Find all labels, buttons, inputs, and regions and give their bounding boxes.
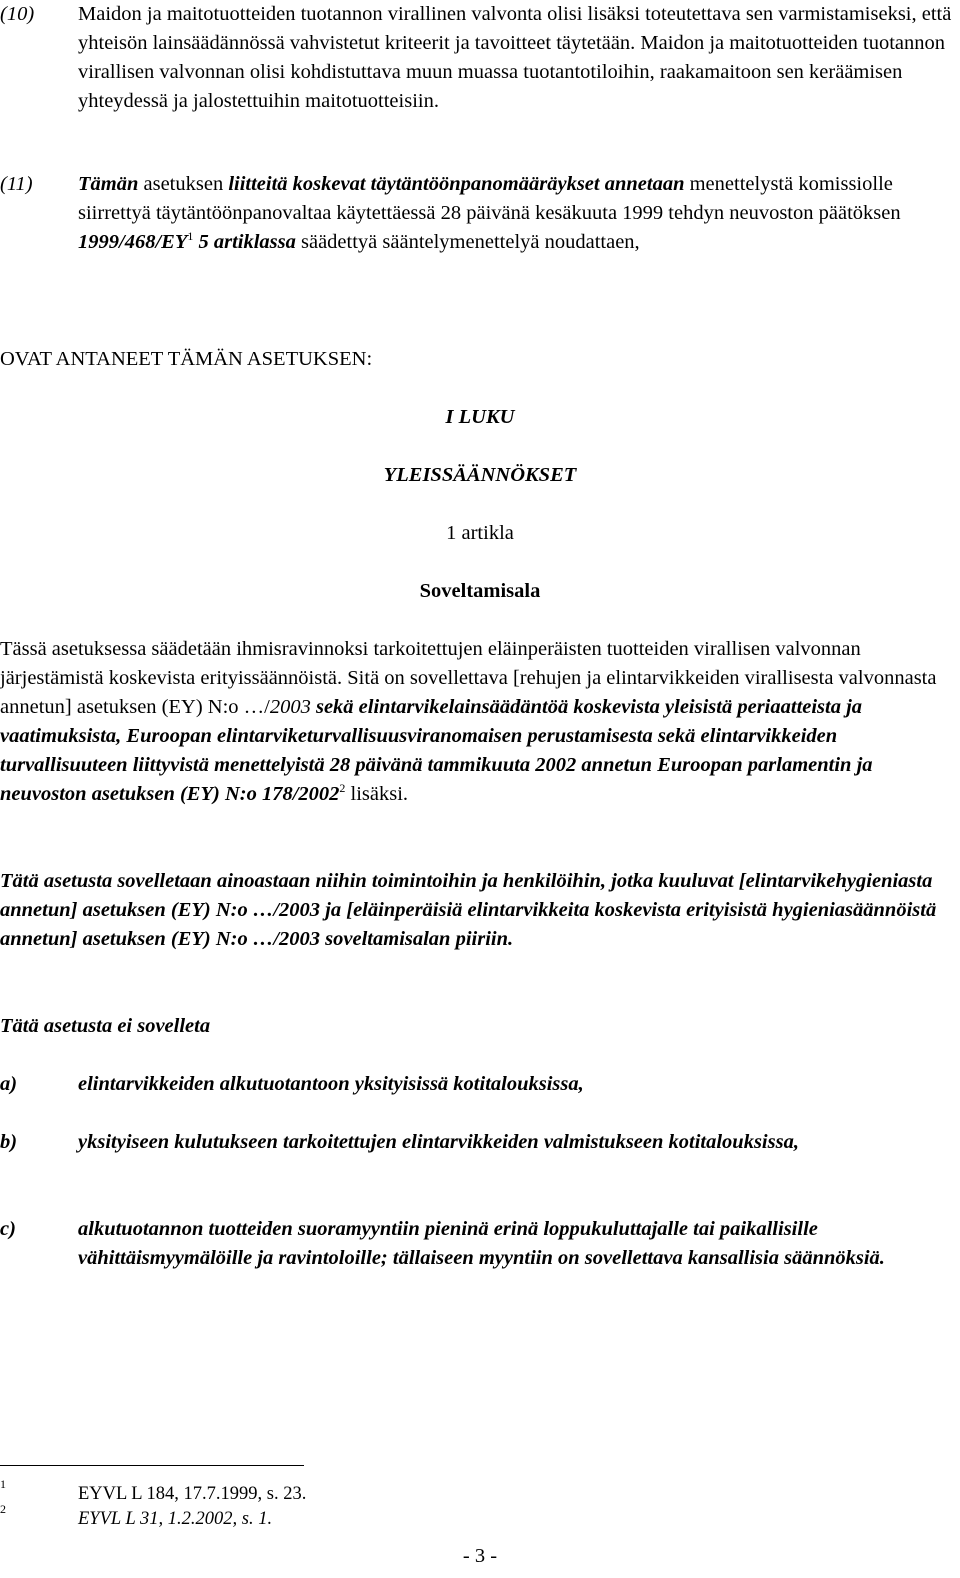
footnote-text: EYVL L 31, 1.2.2002, s. 1.: [78, 1509, 273, 1529]
paragraph-text-bold: sekä elintarvikelainsäädäntöä koskevista yleisistä periaatteista ja vaatimuksista, Euroopan elintarviketurvallisuusviranomaisen perustamisesta sekä elintarvikkeiden turvallisuuteen liittyvistä menettelyistä 28 päivänä tammikuuta 2002 annetun Euroopan parlamentin ja neuvoston asetuksen (EY) N:o 178/2002: [0, 696, 873, 805]
recital-number: (11): [0, 173, 33, 195]
list-label: c): [0, 1218, 16, 1240]
footnote-ref: 1: [187, 229, 194, 244]
recital-text-plain: asetuksen: [138, 173, 229, 195]
chapter-number: I LUKU: [445, 406, 515, 428]
article-paragraph-2: Tätä asetusta sovelletaan ainoastaan niihin toimintoihin ja henkilöihin, jotka kuuluvat [elintarvikehygieniasta annetun] asetuksen (EY) N:o …/2003 ja [eläinperäisiä elintarvikkeita koskevista erityisistä hygieniasäännöistä annetun] asetuksen (EY) N:o …/2003 soveltamisalan piiriin.: [0, 870, 937, 950]
article-paragraph-3: Tätä asetusta ei sovelleta: [0, 1015, 211, 1037]
list-label: b): [0, 1131, 18, 1153]
recital-text: Maidon ja maitotuotteiden tuotannon virallinen valvonta olisi lisäksi toteutettava sen varmistamiseksi, että yhteisön lainsäädännössä vahvistetut kriteerit ja tavoitteet täytetään. Maidon ja maitotuotteiden tuotannon virallisen valvonnan olisi kohdistuttava muun muassa tuotantotiloihin, raakamaitoon sen keräämisen yhteydessä ja jalostettuihin maitotuotteisiin.: [78, 3, 952, 112]
recital-text-bold: 1999/468/EY: [78, 231, 188, 253]
article-number: 1 artikla: [446, 522, 514, 544]
recital-number: (10): [0, 3, 35, 25]
list-label: a): [0, 1073, 18, 1095]
footnote-text: EYVL L 184, 17.7.1999, s. 23.: [78, 1484, 307, 1504]
list-text: yksityiseen kulutukseen tarkoitettujen elintarvikkeiden valmistukseen kotitalouksissa,: [78, 1131, 799, 1153]
paragraph-text: Tässä asetuksessa säädetään ihmisravinnoksi tarkoitettujen eläinperäisten tuotteiden virallisen valvonnan järjestämistä koskevista erityissäännöistä. Sitä on sovellettava [rehujen ja elintarvikkeiden virallisesta valvonnasta annetun] asetuksen (EY) N:o …/: [0, 638, 937, 718]
footnote-ref: 2: [339, 781, 346, 796]
recital-text-bold: Tämän: [78, 173, 139, 195]
article-title: Soveltamisala: [419, 580, 541, 602]
recital-text-bold: 5 artiklassa: [193, 231, 296, 253]
list-item-b: [0, 1128, 952, 1157]
list-text: alkutuotannon tuotteiden suoramyyntiin pieninä erinä loppukuluttajalle tai paikallisille vähittäismyymälöille ja ravintoloille; tällaiseen myyntiin on sovellettava kansallisia säännöksiä.: [78, 1218, 885, 1269]
list-item-a: [0, 1070, 952, 1099]
paragraph-text-italic: 2003: [269, 696, 311, 718]
recital-text-bold: liitteitä koskevat täytäntöönpanomääräykset annetaan: [228, 173, 685, 195]
recital-text-plain: menettelystä komissiolle siirrettyä täytäntöönpanovaltaa käytettäessä 28 päivänä kesäkuuta 1999 tehdyn neuvoston päätöksen: [78, 173, 901, 224]
article-paragraph-1: [0, 635, 952, 809]
list-text: elintarvikkeiden alkutuotantoon yksityisissä kotitalouksissa,: [78, 1073, 584, 1095]
chapter-title: YLEISSÄÄNNÖKSET: [383, 464, 577, 486]
footnote-separator: [0, 1465, 304, 1466]
recital-11: [0, 170, 952, 257]
recital-10: [0, 0, 952, 116]
list-item-c: [0, 1215, 952, 1273]
page-number: - 3 -: [462, 1545, 498, 1567]
enacting-formula: OVAT ANTANEET TÄMÄN ASETUKSEN:: [0, 348, 373, 370]
recital-text-plain: säädettyä sääntelymenettelyä noudattaen,: [295, 231, 640, 253]
footnote-number: 2: [0, 1502, 6, 1516]
recital-text: [78, 170, 952, 257]
footnote-2: [0, 1502, 952, 1531]
footnote-number: 1: [0, 1477, 6, 1491]
paragraph-text: lisäksi.: [345, 783, 409, 805]
